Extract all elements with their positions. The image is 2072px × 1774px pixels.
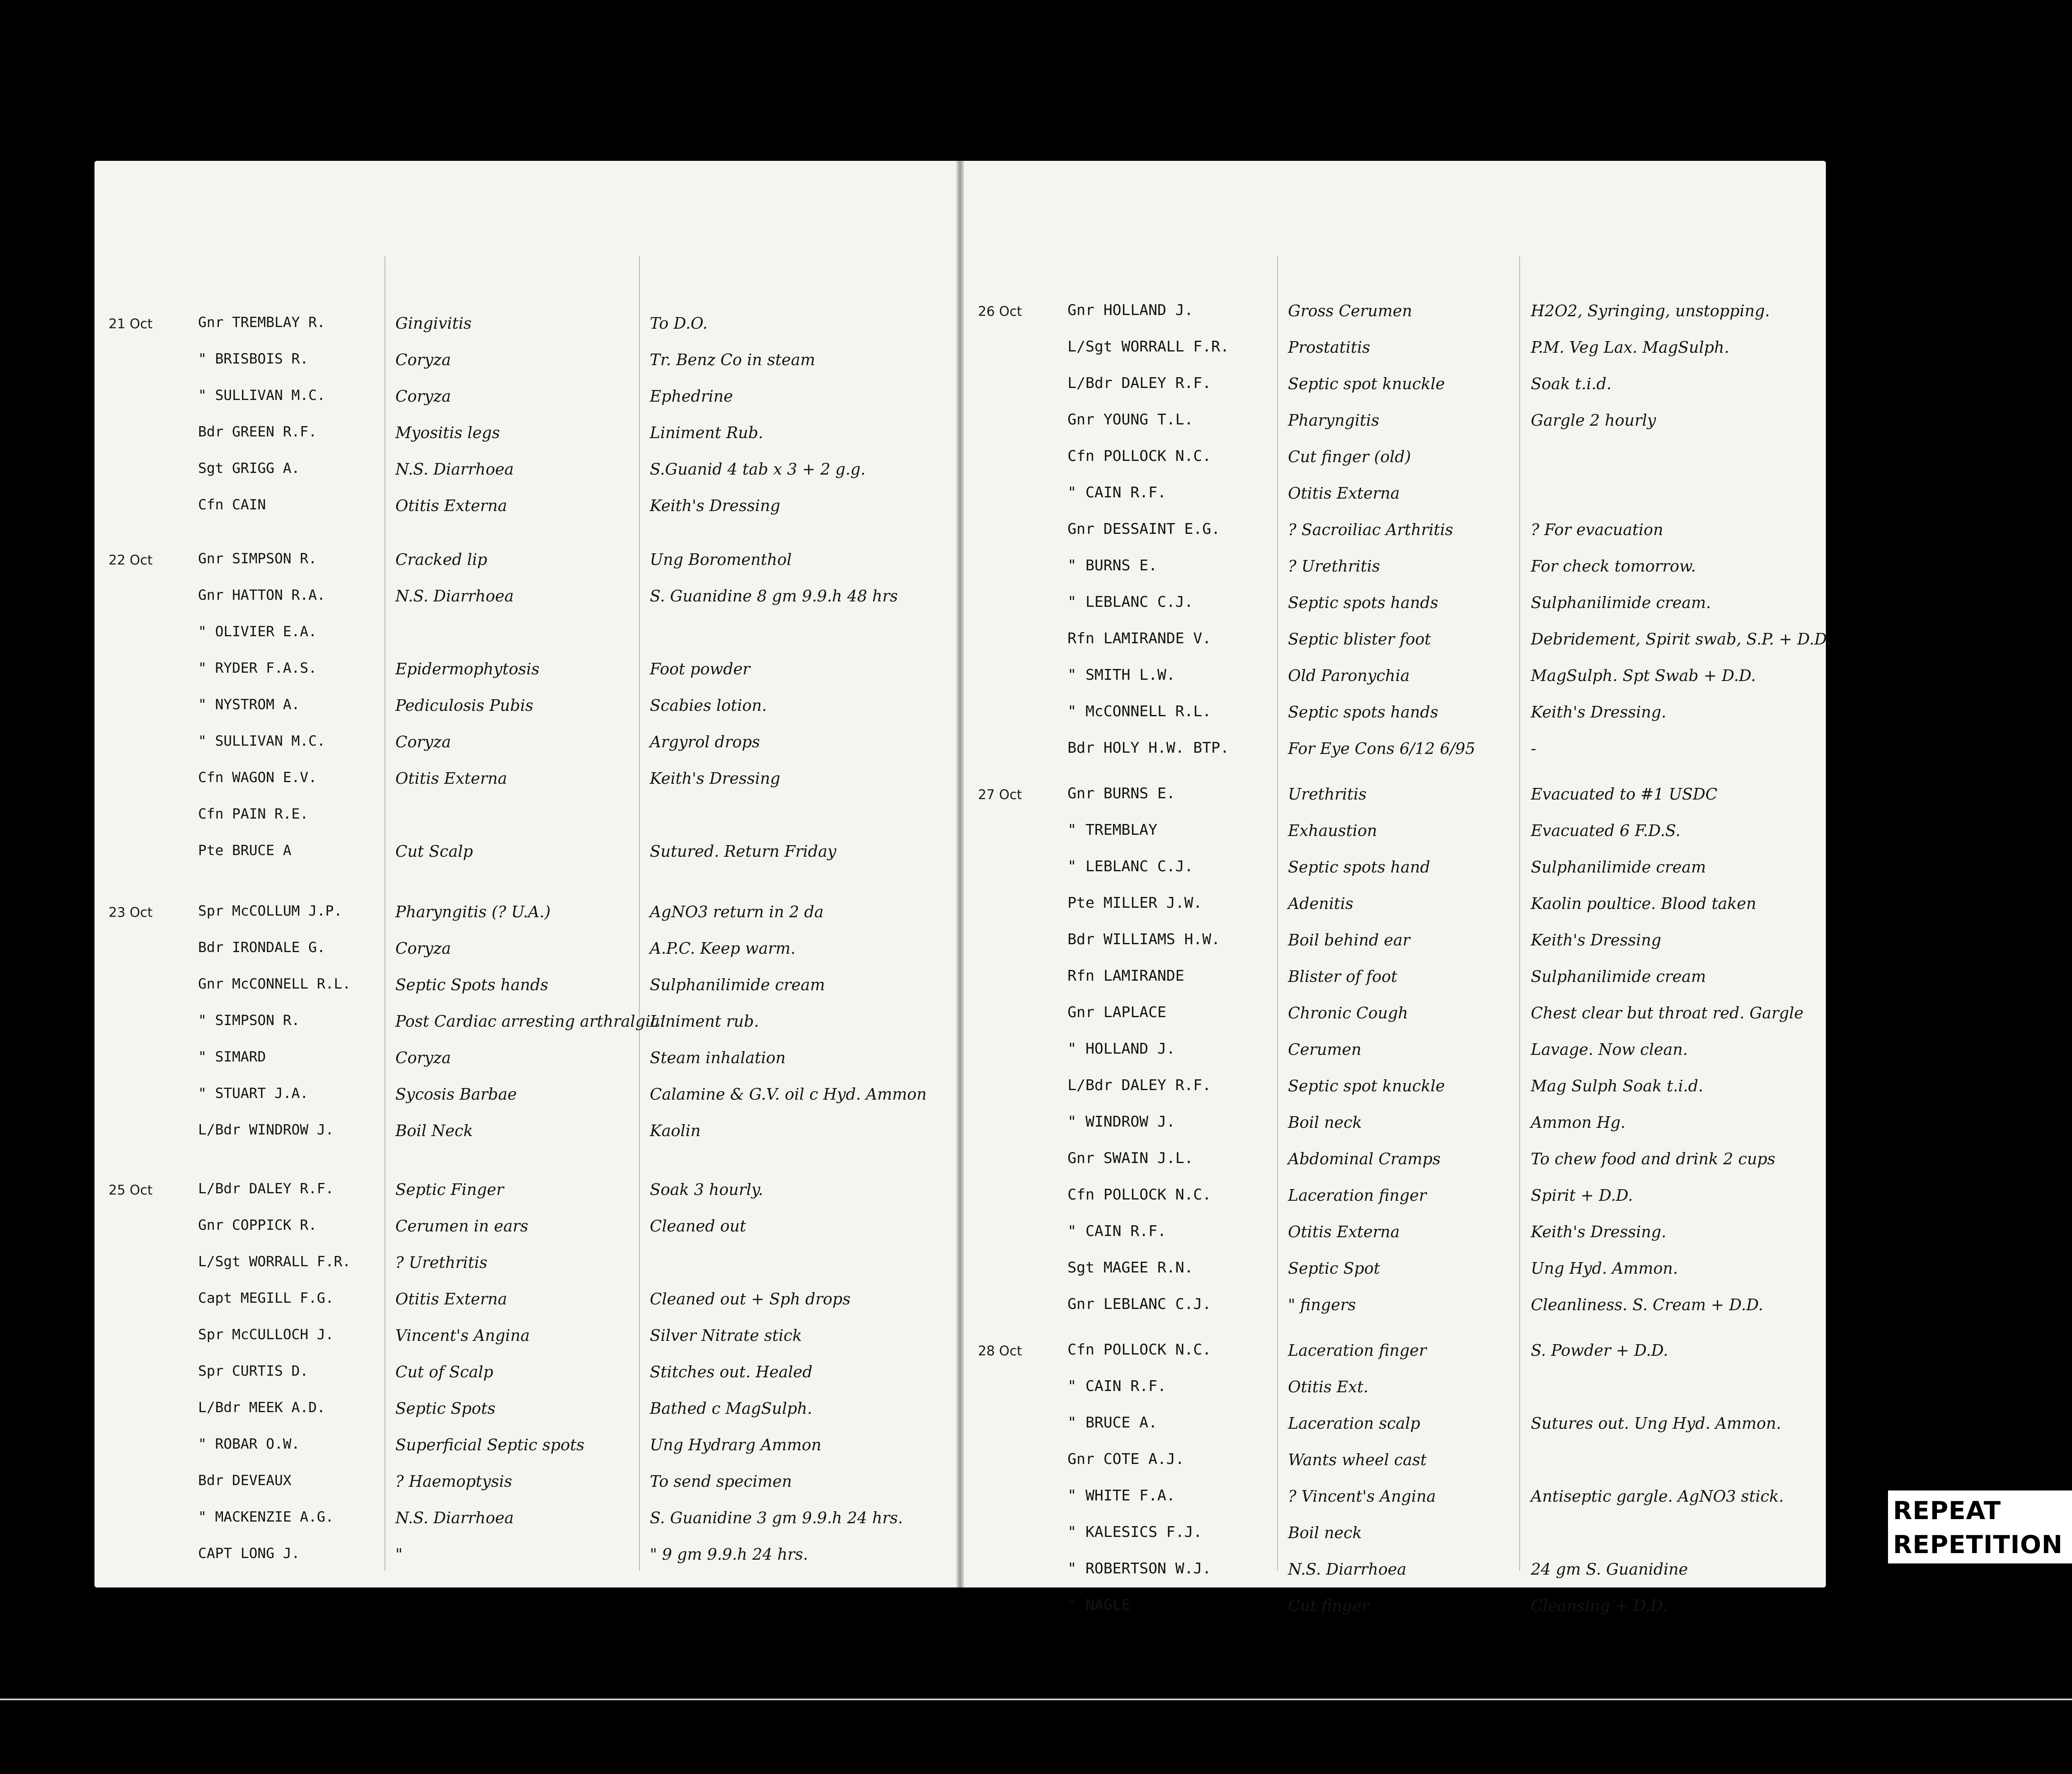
treatment: Tr. Benz Co in steam [650,351,816,369]
diagnosis: Superficial Septic spots [395,1436,585,1454]
diagnosis: " [395,1545,403,1563]
treatment: Keith's Dressing. [1531,1223,1666,1241]
diagnosis: Septic spot knuckle [1288,1077,1445,1095]
diagnosis: Septic spots hands [1288,594,1438,612]
diagnosis: Laceration scalp [1288,1414,1421,1432]
patient-name: Bdr HOLY H.W. BTP. [1067,739,1230,756]
treatment: S. Powder + D.D. [1531,1341,1668,1360]
ledger-row [94,692,956,725]
ledger-row [964,626,1832,659]
patient-name: " OLIVIER E.A. [198,623,317,640]
ledger-row [964,1520,1826,1553]
diagnosis: Myositis legs [395,424,500,442]
patient-name: " BRISBOIS R. [198,351,309,367]
ledger-row [964,553,1826,586]
diagnosis: Cut finger [1288,1597,1369,1615]
ledger-row [94,1359,956,1392]
ledger-row [94,1286,956,1319]
treatment: P.M. Veg Lax. MagSulph. [1531,338,1729,356]
patient-name: L/Sgt WORRALL F.R. [1067,338,1230,355]
ledger-row [94,1045,956,1078]
ledger-row [94,972,956,1005]
treatment: Ammon Hg. [1531,1113,1626,1132]
treatment: ? For evacuation [1531,521,1663,539]
patient-name: CAPT LONG J. [198,1545,300,1562]
diagnosis: Pharyngitis [1288,411,1380,429]
patient-name: Gnr DESSAINT E.G. [1067,521,1220,538]
diagnosis: Boil Neck [395,1122,473,1140]
ledger-row [964,854,1826,887]
treatment: Liniment rub. [650,1012,759,1030]
diagnosis: Laceration finger [1288,1341,1427,1360]
treatment: Steam inhalation [650,1049,786,1067]
patient-name: Gnr LEBLANC C.J. [1067,1296,1211,1313]
treatment: Stitches out. Healed [650,1363,813,1381]
diagnosis: Exhaustion [1288,822,1377,840]
diagnosis: Boil behind ear [1288,931,1410,949]
diagnosis: Coryza [395,733,451,751]
diagnosis: Adenitis [1288,894,1353,913]
ledger-row [964,781,1826,814]
treatment: Sulphanilimide cream [1531,967,1706,986]
ledger-row [964,1374,1826,1407]
treatment: Keith's Dressing. [1531,703,1666,721]
ledger-row [94,383,956,416]
treatment: " 9 gm 9.9.h 24 hrs. [650,1545,808,1563]
patient-name: Cfn WAGON E.V. [198,769,317,786]
treatment: Scabies lotion. [650,696,767,715]
ledger-row [94,619,956,652]
ledger-row [964,1146,1826,1179]
patient-name: L/Bdr DALEY R.F. [1067,375,1211,392]
repeat-line: REPEAT [1893,1496,2001,1525]
treatment: Evacuated to #1 USDC [1531,785,1718,803]
diagnosis: Otitis Externa [395,497,507,515]
patient-name: " LEBLANC C.J. [1067,858,1193,875]
patient-name: Gnr COTE A.J. [1067,1451,1184,1468]
diagnosis: Blister of foot [1288,967,1397,986]
ledger-row [964,516,1826,550]
patient-name: Gnr SIMPSON R. [198,550,317,567]
ledger-row [964,1410,1826,1443]
diagnosis: Epidermophytosis [395,660,540,678]
ledger-row [94,1176,956,1209]
diagnosis: Chronic Cough [1288,1004,1408,1022]
ledger-row [94,765,956,798]
treatment: To send specimen [650,1472,792,1490]
treatment: Argyrol drops [650,733,760,751]
entry-date: 26 Oct [978,303,1022,319]
diagnosis: ? Sacroiliac Arthritis [1288,521,1453,539]
patient-name: L/Sgt WORRALL F.R. [198,1253,351,1270]
treatment: Cleaned out + Sph drops [650,1290,851,1308]
ledger-row [964,1447,1826,1480]
patient-name: " SULLIVAN M.C. [198,733,326,749]
ledger-row [94,899,956,932]
treatment: Sulphanilimide cream. [1531,594,1711,612]
ledger-row [94,1081,956,1114]
ledger-row [94,729,956,762]
ledger-book [94,161,1832,1615]
treatment: Kaolin poultice. Blood taken [1531,894,1757,913]
patient-name: Bdr WILLIAMS H.W. [1067,931,1220,948]
left-page [94,161,956,1587]
patient-name: " SIMARD [198,1049,266,1065]
ledger-row [94,310,956,343]
diagnosis: Cut finger (old) [1288,448,1411,466]
book-gutter [956,161,964,1587]
patient-name: Capt MEGILL F.G. [198,1290,334,1306]
treatment: Keith's Dressing [650,769,780,788]
diagnosis: Cracked lip [395,550,487,569]
ledger-row [94,546,956,579]
treatment: Lavage. Now clean. [1531,1040,1688,1059]
patient-name: " CAIN R.F. [1067,484,1167,501]
diagnosis: Coryza [395,351,451,369]
patient-name: Gnr COPPICK R. [198,1217,317,1234]
treatment: 24 gm S. Guanidine [1531,1560,1688,1578]
treatment: Evacuated 6 F.D.S. [1531,822,1681,840]
patient-name: L/Bdr DALEY R.F. [1067,1077,1211,1094]
diagnosis: Otitis Ext. [1288,1378,1369,1396]
ledger-row [964,371,1826,404]
ledger-row [964,298,1826,331]
ledger-row [94,838,956,871]
patient-name: " KALESICS F.J. [1067,1524,1203,1541]
patient-name: " SIMPSON R. [198,1012,300,1029]
right-page [964,161,1832,1615]
diagnosis: " fingers [1288,1296,1356,1314]
patient-name: Gnr SWAIN J.L. [1067,1150,1193,1167]
diagnosis: Cerumen [1288,1040,1362,1059]
treatment: A.P.C. Keep warm. [650,939,796,957]
treatment: Ephedrine [650,387,733,405]
patient-name: Gnr McCONNELL R.L. [198,976,351,992]
ledger-row [964,1592,1826,1626]
diagnosis: Otitis Externa [395,1290,507,1308]
ledger-row [964,1337,1826,1370]
treatment: Cleansing + D.D. [1531,1597,1668,1615]
ledger-row [964,334,1826,367]
treatment: To D.O. [650,314,708,332]
patient-name: Pte MILLER J.W. [1067,894,1203,911]
diagnosis: Boil neck [1288,1113,1362,1132]
repetition-line: REPETITION [1893,1530,2063,1559]
diagnosis: Otitis Externa [1288,1223,1400,1241]
diagnosis: Septic spots hand [1288,858,1431,876]
diagnosis: Septic spot knuckle [1288,375,1445,393]
patient-name: " CAIN R.F. [1067,1223,1167,1240]
patient-name: " ROBAR O.W. [198,1436,300,1452]
diagnosis: Coryza [395,939,451,957]
ledger-row [94,492,956,526]
patient-name: Spr CURTIS D. [198,1363,309,1379]
diagnosis: Septic Spot [1288,1259,1380,1277]
ledger-row [94,802,956,835]
diagnosis: Laceration finger [1288,1186,1427,1204]
treatment: To chew food and drink 2 cups [1531,1150,1776,1168]
patient-name: Spr McCOLLUM J.P. [198,903,342,919]
patient-name: " RYDER F.A.S. [198,660,317,676]
treatment: Sutures out. Ung Hyd. Ammon. [1531,1414,1782,1432]
patient-name: " SULLIVAN M.C. [198,387,326,404]
patient-name: Sgt MAGEE R.N. [1067,1259,1193,1276]
diagnosis: Urethritis [1288,785,1367,803]
patient-name: " WINDROW J. [1067,1113,1176,1130]
ledger-row [94,1322,956,1355]
treatment: Calamine & G.V. oil c Hyd. Ammon [650,1085,927,1103]
treatment: S.Guanid 4 tab x 3 + 2 g.g. [650,460,866,478]
diagnosis: Pharyngitis (? U.A.) [395,903,551,921]
ledger-row [94,1117,956,1151]
treatment: Gargle 2 hourly [1531,411,1656,429]
ledger-row [964,1292,1826,1325]
treatment: - [1531,739,1536,758]
entry-date: 21 Oct [109,316,153,332]
treatment: Foot powder [650,660,750,678]
ledger-row [964,817,1826,851]
diagnosis: Septic spots hands [1288,703,1438,721]
treatment: Chest clear but throat red. Gargle [1531,1004,1803,1022]
treatment: Keith's Dressing [1531,931,1661,949]
treatment: Spirit + D.D. [1531,1186,1633,1204]
treatment: For check tomorrow. [1531,557,1696,575]
treatment: Antiseptic gargle. AgNO3 stick. [1531,1487,1784,1505]
ledger-row [964,589,1826,623]
ledger-row [964,1073,1826,1106]
patient-name: Bdr IRONDALE G. [198,939,326,956]
patient-name: Cfn PAIN R.E. [198,806,309,822]
patient-name: Pte BRUCE A [198,842,292,859]
patient-name: " NAGLE [1067,1597,1130,1614]
diagnosis: Septic Finger [395,1180,504,1199]
entry-date: 22 Oct [109,552,153,568]
patient-name: " NYSTROM A. [198,696,300,713]
ledger-row [94,935,956,968]
patient-name: " CAIN R.F. [1067,1378,1167,1395]
diagnosis: Prostatitis [1288,338,1370,356]
ledger-row [964,927,1826,960]
ledger-row [94,1249,956,1282]
diagnosis: Gingivitis [395,314,472,332]
patient-name: Spr McCULLOCH J. [198,1326,334,1343]
ledger-row [964,1109,1826,1142]
patient-name: Sgt GRIGG A. [198,460,300,477]
diagnosis: ? Vincent's Angina [1288,1487,1436,1505]
diagnosis: Wants wheel cast [1288,1451,1427,1469]
patient-name: " WHITE F.A. [1067,1487,1176,1504]
ledger-row [94,1213,956,1246]
ledger-row [964,1556,1826,1589]
patient-name: " ROBERTSON W.J. [1067,1560,1211,1577]
diagnosis: For Eye Cons 6/12 6/95 [1288,739,1475,758]
diagnosis: Pediculosis Pubis [395,696,533,715]
treatment: Ung Hydrarg Ammon [650,1436,822,1454]
diagnosis: Coryza [395,387,451,405]
patient-name: Cfn POLLOCK N.C. [1067,1186,1211,1203]
ledger-row [94,1432,956,1465]
diagnosis: Old Paronychia [1288,666,1410,685]
patient-name: Gnr BURNS E. [1067,785,1176,802]
ledger-row [964,1182,1826,1215]
patient-name: Gnr HOLLAND J. [1067,302,1193,319]
ledger-row [94,1395,956,1428]
treatment: Mag Sulph Soak t.i.d. [1531,1077,1704,1095]
treatment: S. Guanidine 3 gm 9.9.h 24 hrs. [650,1509,903,1527]
diagnosis: N.S. Diarrhoea [395,1509,514,1527]
patient-name: Rfn LAMIRANDE V. [1067,630,1211,647]
treatment: Debridement, Spirit swab, S.P. + D.D. [1531,630,1832,648]
ledger-row [964,963,1826,996]
ledger-row [964,662,1826,696]
entry-date: 25 Oct [109,1182,153,1198]
diagnosis: Gross Cerumen [1288,302,1412,320]
treatment: Soak 3 hourly. [650,1180,763,1199]
diagnosis: Cut Scalp [395,842,473,860]
ledger-row [94,456,956,489]
treatment: Silver Nitrate stick [650,1326,802,1345]
ledger-row [964,407,1826,440]
ledger-row [964,480,1826,513]
treatment: H2O2, Syringing, unstopping. [1531,302,1770,320]
ledger-row [94,419,956,453]
ledger-row [94,1541,956,1574]
treatment: Sulphanilimide cream [650,976,825,994]
ledger-row [964,1219,1826,1252]
entry-date: 27 Oct [978,787,1022,802]
ledger-row [964,890,1826,923]
diagnosis: Cut of Scalp [395,1363,494,1381]
diagnosis: Vincent's Angina [395,1326,530,1345]
diagnosis: N.S. Diarrhoea [395,587,514,605]
patient-name: Gnr YOUNG T.L. [1067,411,1193,428]
patient-name: " HOLLAND J. [1067,1040,1176,1057]
patient-name: Gnr HATTON R.A. [198,587,326,603]
patient-name: " BRUCE A. [1067,1414,1157,1431]
treatment: Ung Hyd. Ammon. [1531,1259,1678,1277]
diagnosis: Sycosis Barbae [395,1085,517,1103]
ledger-row [964,1255,1826,1288]
treatment: AgNO3 return in 2 da [650,903,824,921]
treatment: Ung Boromenthol [650,550,792,569]
diagnosis: ? Haemoptysis [395,1472,512,1490]
treatment: MagSulph. Spt Swab + D.D. [1531,666,1756,685]
diagnosis: Cerumen in ears [395,1217,528,1235]
diagnosis: Coryza [395,1049,451,1067]
treatment: Sutured. Return Friday [650,842,837,860]
diagnosis: Post Cardiac arresting arthralgia! [395,1012,666,1030]
patient-name: Cfn CAIN [198,497,266,513]
film-edge-line [0,1699,2072,1700]
diagnosis: Otitis Externa [395,769,507,788]
patient-name: " McCONNELL R.L. [1067,703,1211,720]
treatment: Liniment Rub. [650,424,763,442]
treatment: Bathed c MagSulph. [650,1399,813,1418]
treatment: Cleaned out [650,1217,746,1235]
patient-name: Bdr GREEN R.F. [198,424,317,440]
ledger-row [964,1036,1826,1069]
ledger-row [964,444,1826,477]
patient-name: Bdr DEVEAUX [198,1472,292,1489]
patient-name: L/Bdr WINDROW J. [198,1122,334,1138]
patient-name: Cfn POLLOCK N.C. [1067,448,1211,465]
repeat-stamp [1886,1489,2072,1565]
patient-name: L/Bdr MEEK A.D. [198,1399,326,1416]
patient-name: " BURNS E. [1067,557,1157,574]
diagnosis: Otitis Externa [1288,484,1400,502]
treatment: Kaolin [650,1122,701,1140]
ledger-row [964,1483,1826,1516]
entry-date: 28 Oct [978,1343,1022,1359]
patient-name: Gnr TREMBLAY R. [198,314,326,331]
diagnosis: ? Urethritis [395,1253,488,1272]
patient-name: " STUART J.A. [198,1085,309,1102]
ledger-row [964,735,1826,768]
ledger-row [964,699,1826,732]
entry-date: 23 Oct [109,904,153,920]
patient-name: " MACKENZIE A.G. [198,1509,334,1525]
diagnosis: Septic blister foot [1288,630,1431,648]
ledger-row [94,1008,956,1041]
patient-name: Cfn POLLOCK N.C. [1067,1341,1211,1358]
ledger-row [964,1000,1826,1033]
diagnosis: N.S. Diarrhoea [1288,1560,1406,1578]
patient-name: " TREMBLAY [1067,822,1157,839]
treatment: Soak t.i.d. [1531,375,1612,393]
diagnosis: N.S. Diarrhoea [395,460,514,478]
treatment: Cleanliness. S. Cream + D.D. [1531,1296,1763,1314]
diagnosis: ? Urethritis [1288,557,1380,575]
treatment: Keith's Dressing [650,497,780,515]
patient-name: Rfn LAMIRANDE [1067,967,1184,984]
ledger-row [94,1468,956,1501]
treatment: Sulphanilimide cream [1531,858,1706,876]
diagnosis: Boil neck [1288,1524,1362,1542]
patient-name: Gnr LAPLACE [1067,1004,1167,1021]
diagnosis: Septic Spots hands [395,976,549,994]
diagnosis: Abdominal Cramps [1288,1150,1441,1168]
patient-name: " SMITH L.W. [1067,666,1176,683]
patient-name: L/Bdr DALEY R.F. [198,1180,334,1197]
diagnosis: Septic Spots [395,1399,496,1418]
ledger-row [94,1505,956,1538]
ledger-row [94,583,956,616]
patient-name: " LEBLANC C.J. [1067,594,1193,611]
treatment: S. Guanidine 8 gm 9.9.h 48 hrs [650,587,898,605]
ledger-row [94,656,956,689]
ledger-row [94,347,956,380]
